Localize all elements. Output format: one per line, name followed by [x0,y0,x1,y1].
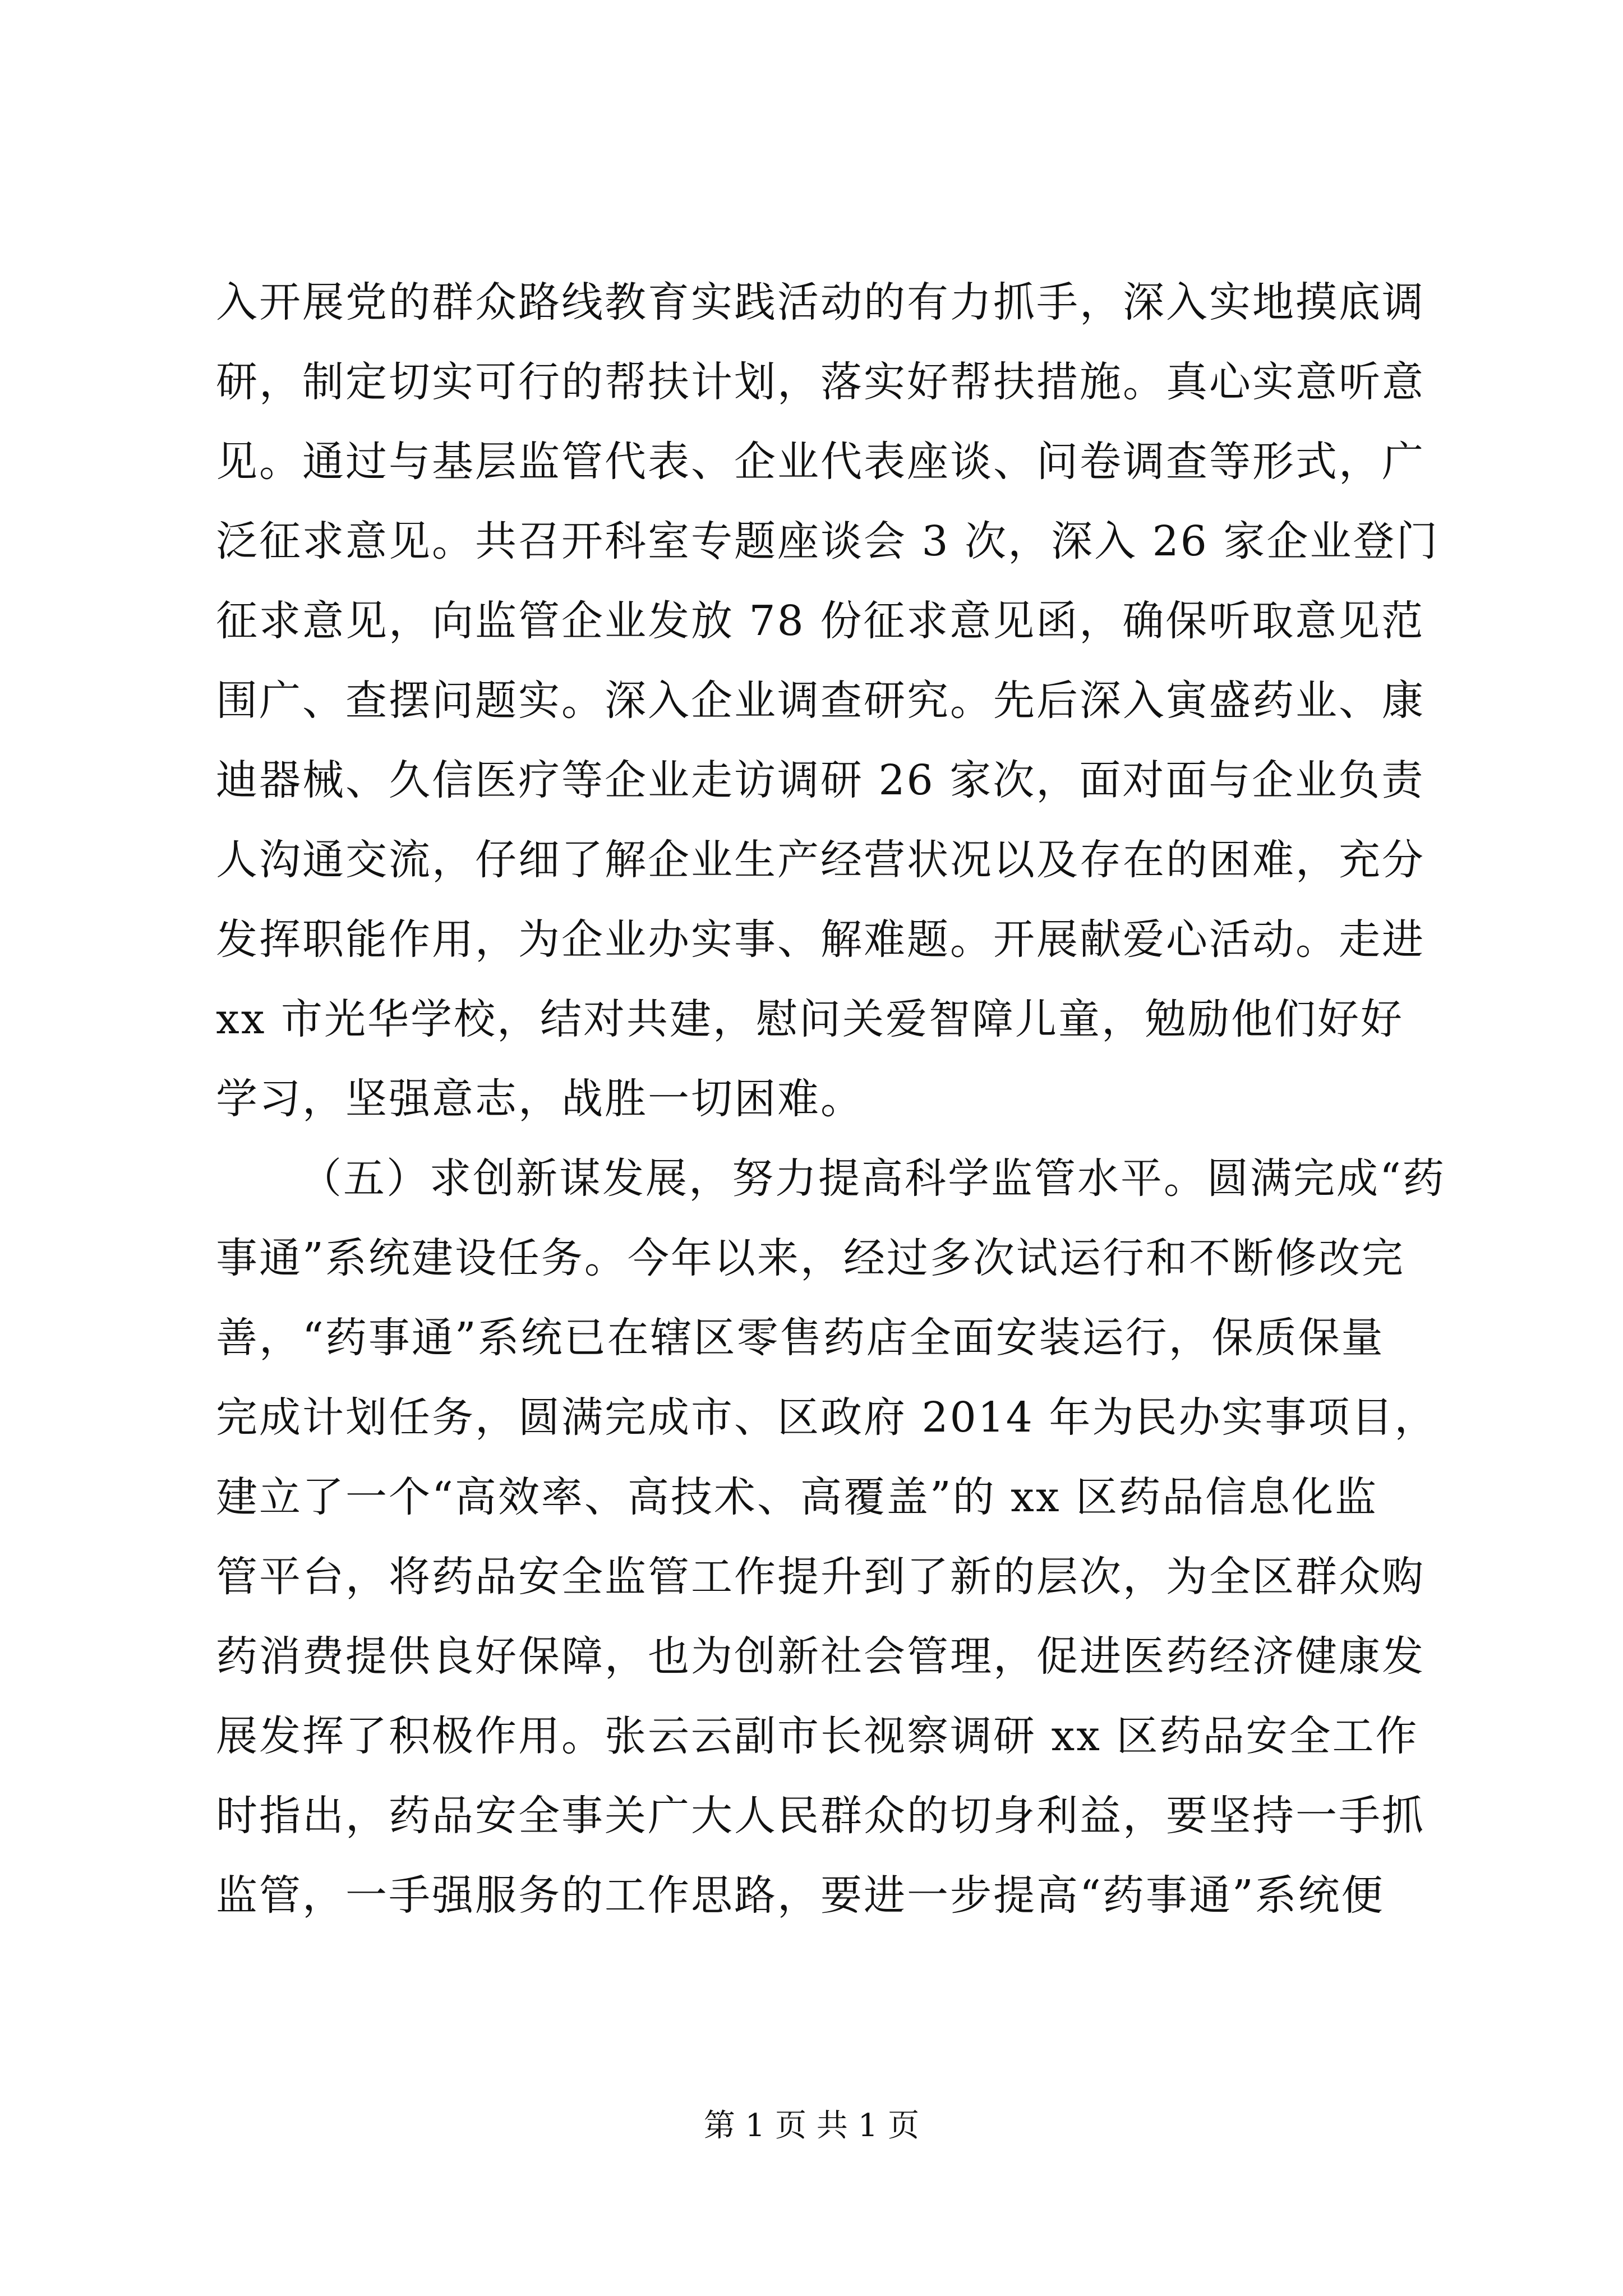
text-line: 时指出，药品安全事关广大人民群众的切身利益，要坚持一手抓 [216,1792,1425,1840]
section-heading-line: （五）求创新谋发展，努力提高科学监管水平。圆满完成“药 [300,1154,1446,1203]
text-line: 泛征求意见。共召开科室专题座谈会 3 次，深入 26 家企业登门 [216,517,1440,565]
text-line: 研，制定切实可行的帮扶计划，落实好帮扶措施。真心实意听意 [216,358,1425,406]
body-text [216,263,1446,1935]
page-number-footer: 第 1 页 共 1 页 [703,2108,920,2144]
text-line: 善，“药事通”系统已在辖区零售药店全面安装运行，保质保量 [216,1314,1385,1362]
text-line: 展发挥了积极作用。张云云副市长视察调研 xx 区药品安全工作 [216,1712,1419,1760]
text-line: xx 市光华学校，结对共建，慰问关爱智障儿童，勉励他们好好 [216,995,1404,1043]
text-line: 发挥职能作用，为企业办实事、解难题。开展献爱心活动。走进 [216,915,1425,964]
text-line: 建立了一个“高效率、高技术、高覆盖”的 xx 区药品信息化监 [216,1473,1378,1521]
text-line: 药消费提供良好保障，也为创新社会管理，促进医药经济健康发 [216,1632,1425,1681]
text-line: 管平台，将药品安全监管工作提升到了新的层次，为全区群众购 [216,1553,1425,1601]
text-line: 人沟通交流，仔细了解企业生产经营状况以及存在的困难，充分 [216,836,1425,884]
text-line: 见。通过与基层监管代表、企业代表座谈、问卷调查等形式，广 [216,438,1425,486]
text-line: 监管，一手强服务的工作思路，要进一步提高“药事通”系统便 [216,1871,1385,1920]
text-line: 事通”系统建设任务。今年以来，经过多次试运行和不断修改完 [216,1234,1405,1282]
text-line: 围广、查摆问题实。深入企业调查研究。先后深入寅盛药业、康 [216,677,1425,725]
text-line: 学习，坚强意志，战胜一切困难。 [216,1075,864,1123]
text-line: 迪器械、久信医疗等企业走访调研 26 家次，面对面与企业负责 [216,756,1425,804]
text-line: 入开展党的群众路线教育实践活动的有力抓手，深入实地摸底调 [216,278,1425,326]
text-line: 征求意见，向监管企业发放 78 份征求意见函，确保听取意见范 [216,597,1425,645]
text-line: 完成计划任务，圆满完成市、区政府 2014 年为民办实事项目， [216,1393,1438,1442]
